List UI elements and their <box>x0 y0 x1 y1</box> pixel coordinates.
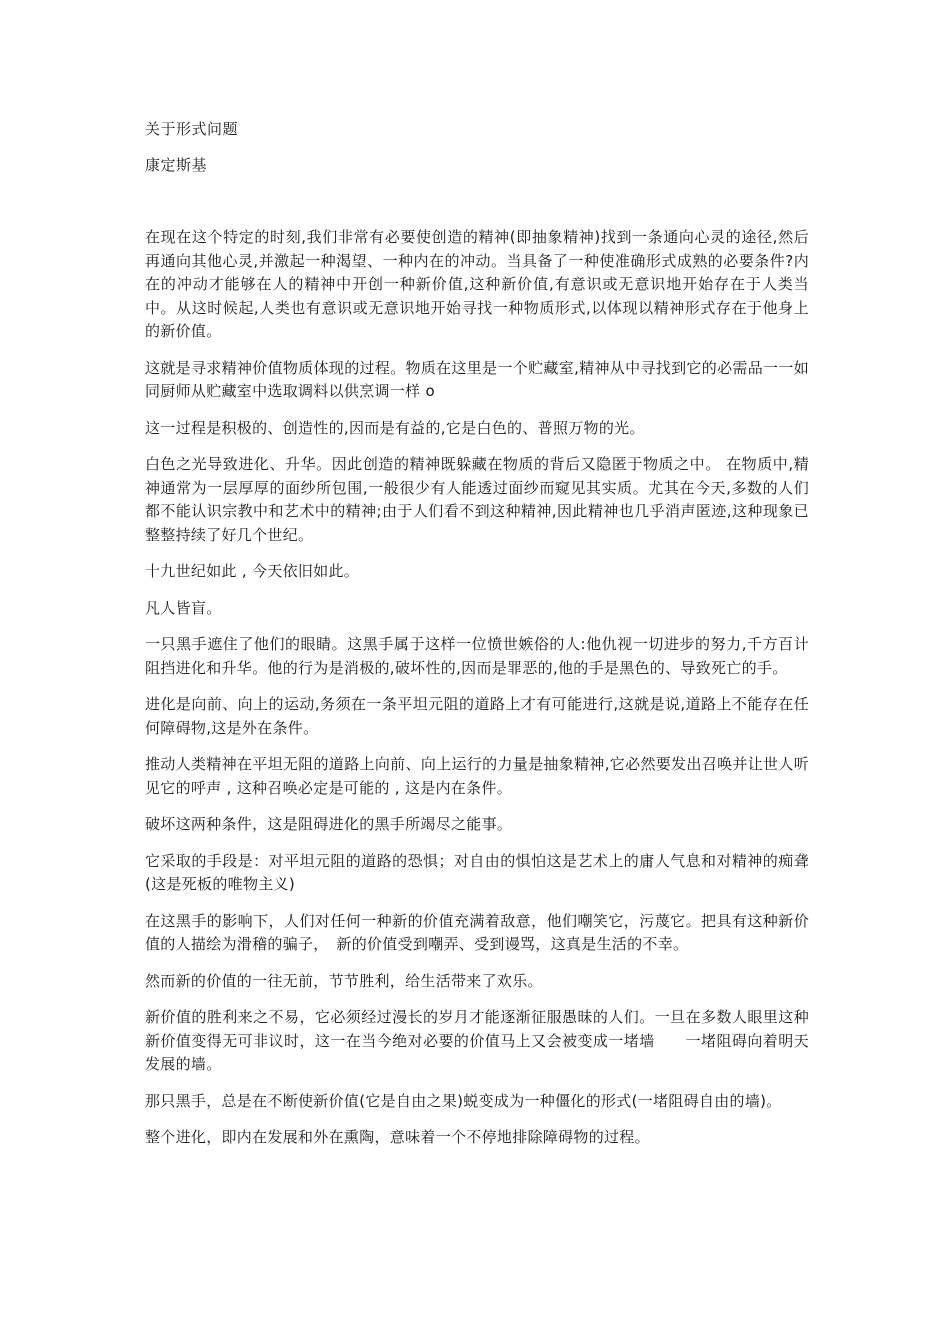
paragraph: 一只黑手遮住了他们的眼睛。这黑手属于这样一位愤世嫉俗的人:他仇视一切进步的努力,千方百计阻挡进化和升华。他的行为是消极的,破坏性的,因而是罪恶的,他的手是黑色的、导致死亡的手。 <box>145 635 809 677</box>
paragraph: 然而新的价值的一往无前，节节胜利，给生活带来了欢乐。 <box>145 971 543 990</box>
paragraph: 破坏这两种条件，这是阻碍进化的黑手所竭尽之能事。 <box>145 815 513 833</box>
paragraph: 这就是寻求精神价值物质体现的过程。物质在这里是一个贮藏室,精神从中寻找到它的必需品一一如同厨师从贮藏室中选取调料以供烹调一样 o <box>145 358 809 400</box>
paragraph: 十九世纪如此 , 今天依旧如此。 <box>145 562 360 580</box>
paragraph: 那只黑手，总是在不断使新价值(它是自由之果)蜕变成为一种僵化的形式(一堵阻碍自由的墙)。 <box>145 1091 782 1110</box>
paragraph: 这一过程是积极的、创造性的,因而是有益的,它是白色的、普照万物的光。 <box>145 418 645 437</box>
paragraph: 进化是向前、向上的运动,务须在一条平坦元阻的道路上才有可能进行,这就是说,道路上不能存在任何障碍物,这是外在条件。 <box>145 695 809 737</box>
paragraph: 推动人类精神在平坦无阻的道路上向前、向上运行的力量是抽象精神,它必然要发出召唤并让世人听见它的呼声 , 这种召唤必定是可能的 , 这是内在条件。 <box>145 755 809 797</box>
paragraph: 在现在这个特定的时刻,我们非常有必要使创造的精神(即抽象精神)找到一条通向心灵的途径,然后再通向其他心灵,并激起一种渴望、一种内在的冲动。当具备了一种使准确形式成熟的必要条件?内在的冲动才能够在人的精神中开创一种新价值,这种新价值,有意识或无意识地开始存在于人类当中。从这时候起,人类也有意识或无意识地开始寻找一种物质形式,以体现以精神形式存在于他身上的新价值。 <box>145 228 809 340</box>
paragraph: 在这黑手的影响下，人们对任何一种新的价值充满着敌意，他们嘲笑它，污蔑它。把具有这种新价值的人描绘为滑稽的骗子， 新的价值受到嘲弄、受到谩骂，这真是生活的不幸。 <box>145 911 809 953</box>
document-author: 康定斯基 <box>145 156 208 174</box>
paragraph: 它采取的手段是：对平坦元阻的道路的恐惧；对自由的惧怕这是艺术上的庸人气息和对精神的痴聋(这是死板的唯物主义) <box>145 851 809 893</box>
paragraph: 整个进化，即内在发展和外在熏陶，意味着一个不停地排除障碍物的过程。 <box>145 1128 650 1146</box>
document-title: 关于形式问题 <box>145 120 239 138</box>
paragraph: 凡人皆盲。 <box>145 598 222 617</box>
document-page <box>145 118 809 1163</box>
paragraph: 新价值的胜利来之不易，它必须经过漫长的岁月才能逐渐征服愚昧的人们。一旦在多数人眼里这种新价值变得无可非议时，这一在当今绝对必要的价值马上又会被变成一堵墙 一堵阻碍向着明天发展的墙。 <box>145 1008 809 1073</box>
paragraph: 白色之光导致进化、升华。因此创造的精神既躲藏在物质的背后又隐匿于物质之中。 在物质中,精神通常为一层厚厚的面纱所包围,一般很少有人能透过面纱而窥见其实质。尤其在今天,多数的人们都不能认识宗教中和艺术中的精神;由于人们看不到这种精神,因此精神也几乎消声匿迹,这种现象已整整持续了好几个世纪。 <box>145 455 809 544</box>
